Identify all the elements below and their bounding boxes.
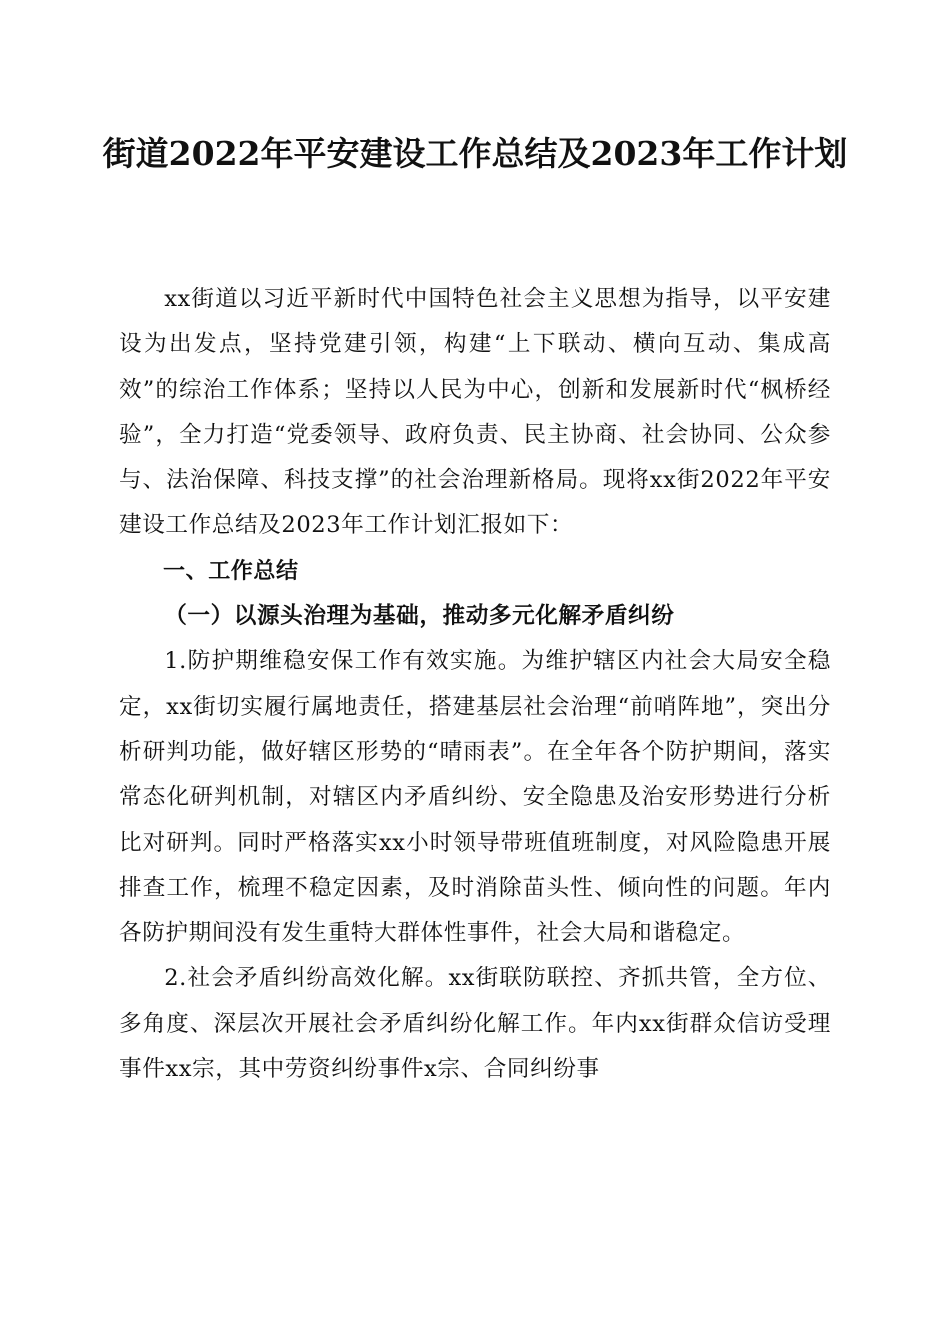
paragraph-protection-period: 1.防护期维稳安保工作有效实施。为维护辖区内社会大局安全稳定，xx街切实履行属地责任，搭建基层社会治理“前哨阵地”，突出分析研判功能，做好辖区形势的“晴雨表”。在全年各个防护期间，落实常态化研判机制，对辖区内矛盾纠纷、安全隐患及治安形势进行分析比对研判。同时严格落实xx小时领导带班值班制度，对风险隐患开展排查工作，梳理不稳定因素，及时消除苗头性、倾向性的问题。年内各防护期间没有发生重特大群体性事件，社会大局和谐稳定。 — [119, 648, 831, 947]
paragraph-dispute-resolution: 2.社会矛盾纠纷高效化解。xx街联防联控、齐抓共管，全方位、多角度、深层次开展社会矛盾纠纷化解工作。年内xx街群众信访受理事件xx宗，其中劳资纠纷事件x宗、合同纠纷事 — [119, 965, 831, 1083]
subsection-heading-source-governance: （一）以源头治理为基础，推动多元化解矛盾纠纷 — [164, 603, 675, 630]
intro-paragraph: xx街道以习近平新时代中国特色社会主义思想为指导，以平安建设为出发点，坚持党建引领，构建“上下联动、横向互动、集成高效”的综治工作体系；坚持以人民为中心，创新和发展新时代“枫桥经验”，全力打造“党委领导、政府负责、民主协商、社会协同、公众参与、法治保障、科技支撑”的社会治理新格局。现将xx街2022年平安建设工作总结及2023年工作计划汇报如下： — [119, 286, 831, 539]
document-body — [119, 277, 831, 1092]
section-heading-work-summary: 一、工作总结 — [163, 558, 299, 584]
document-title: 街道2022年平安建设工作总结及2023年工作计划 — [102, 134, 848, 173]
